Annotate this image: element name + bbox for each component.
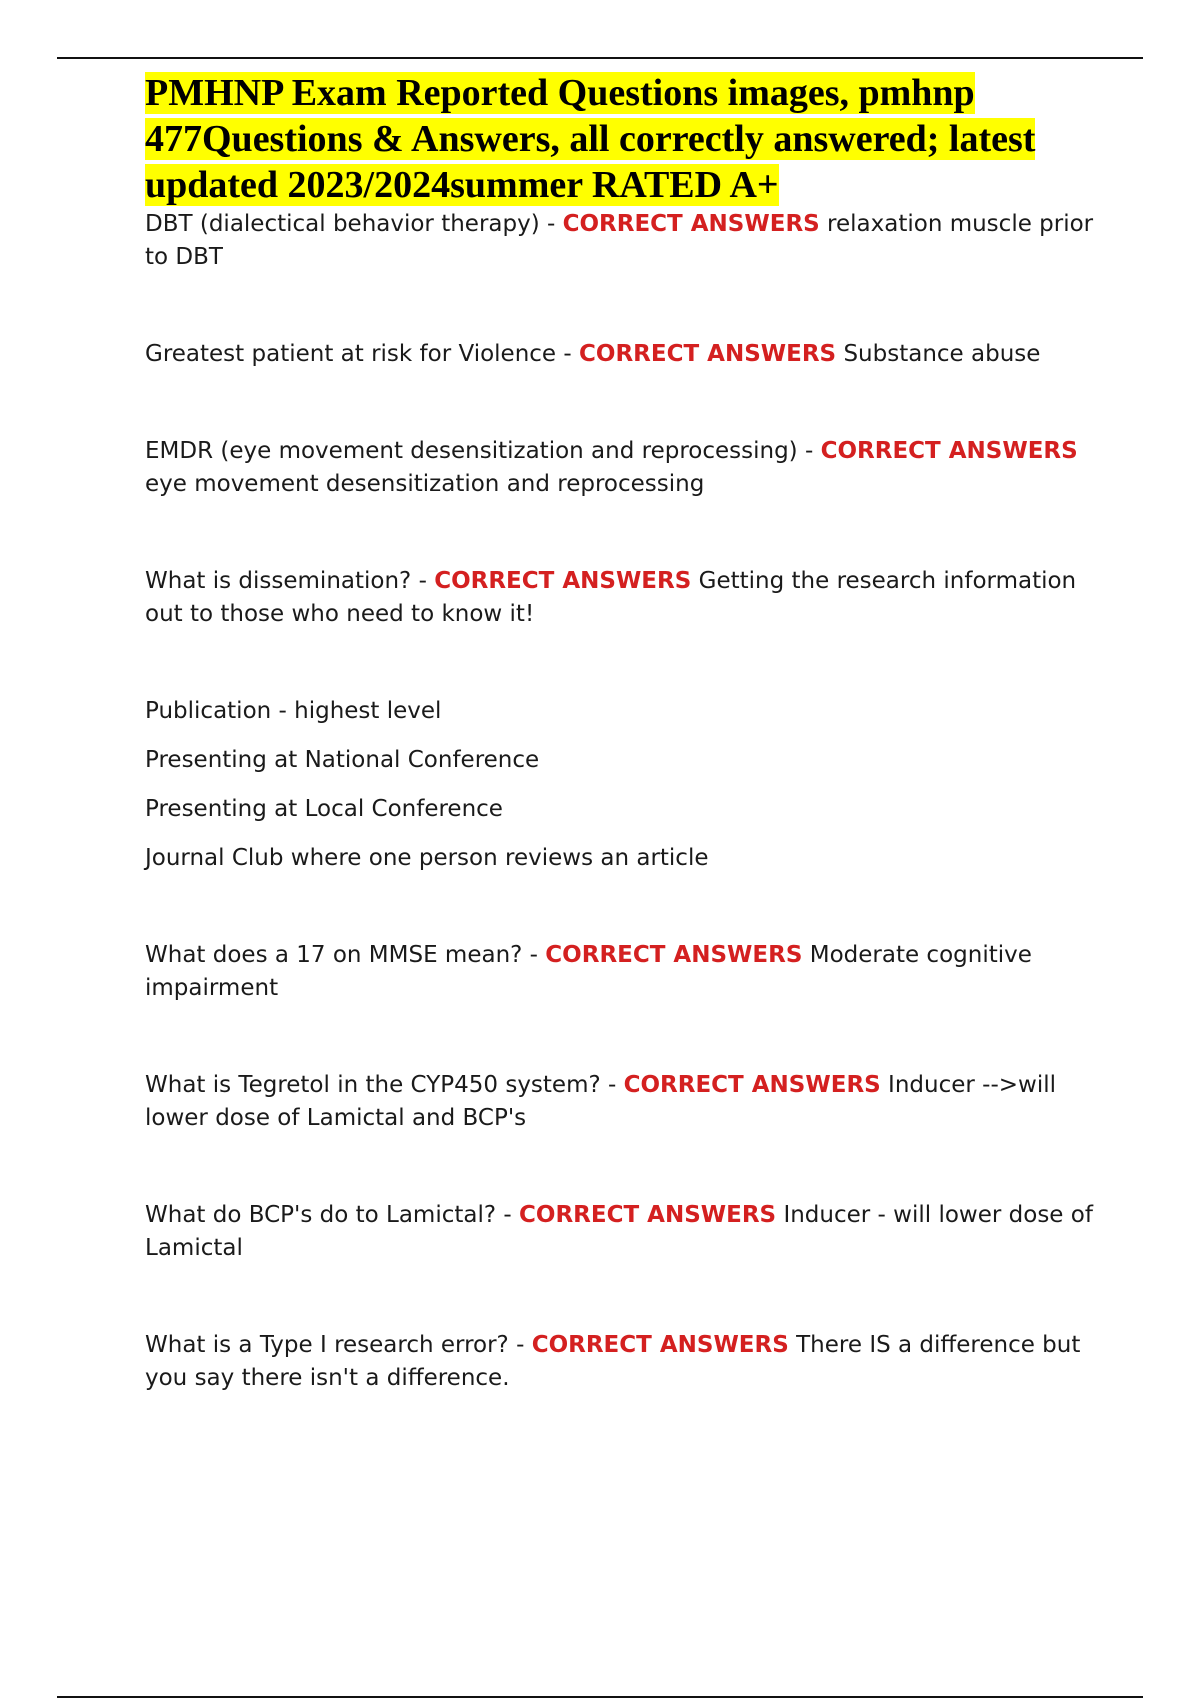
- answer-text: Getting the research information out to those who need to know it!: [145, 568, 1077, 627]
- qa-item-emdr: [145, 435, 1105, 501]
- qa-item-violence: [145, 338, 1105, 371]
- correct-answers-label: CORRECT ANSWERS: [434, 568, 692, 594]
- question-text: What is a Type I research error? -: [145, 1332, 532, 1358]
- bottom-rule: [57, 1696, 1143, 1698]
- question-text: What is dissemination? -: [145, 568, 435, 594]
- list-item: Presenting at National Conference: [145, 747, 540, 773]
- qa-item-tegretol: [145, 1069, 1105, 1135]
- list-item: Publication - highest level: [145, 698, 442, 724]
- correct-answers-label: CORRECT ANSWERS: [519, 1202, 777, 1228]
- spacer: [145, 875, 1105, 939]
- answer-text: relaxation muscle prior to DBT: [145, 211, 1094, 270]
- spacer: [145, 371, 1105, 435]
- list-item: Journal Club where one person reviews an article: [145, 845, 709, 871]
- spacer: [145, 1265, 1105, 1329]
- qa-item-dbt: [145, 208, 1105, 274]
- dissemination-list: [145, 695, 1105, 875]
- answer-text: There IS a difference but you say there isn't a difference.: [145, 1332, 1081, 1391]
- qa-item-bcp: [145, 1199, 1105, 1265]
- answer-text: Substance abuse: [836, 341, 1041, 367]
- correct-answers-label: CORRECT ANSWERS: [545, 942, 803, 968]
- answer-text: Inducer - will lower dose of Lamictal: [145, 1202, 1093, 1261]
- answer-text: Inducer -->will lower dose of Lamictal and BCP's: [145, 1072, 1056, 1131]
- answer-text: Moderate cognitive impairment: [145, 942, 1032, 1001]
- answer-text: eye movement desensitization and reprocessing: [145, 471, 705, 497]
- question-text: Greatest patient at risk for Violence -: [145, 341, 580, 367]
- correct-answers-label: CORRECT ANSWERS: [820, 438, 1078, 464]
- correct-answers-label: CORRECT ANSWERS: [562, 211, 820, 237]
- question-text: What does a 17 on MMSE mean? -: [145, 942, 546, 968]
- title-highlight: PMHNP Exam Reported Questions images, pmhnp 477Questions & Answers, all correctly answered; latest updated 2023/2024summer RATED A+: [145, 72, 1036, 206]
- question-text: EMDR (eye movement desensitization and reprocessing) -: [145, 438, 821, 464]
- top-rule: [57, 57, 1143, 59]
- qa-item-mmse: [145, 939, 1105, 1005]
- qa-item-dissemination: [145, 565, 1105, 631]
- question-text: What is Tegretol in the CYP450 system? -: [145, 1072, 624, 1098]
- document-title: [145, 70, 1105, 208]
- question-text: What do BCP's do to Lamictal? -: [145, 1202, 520, 1228]
- correct-answers-label: CORRECT ANSWERS: [579, 341, 837, 367]
- document-body: [145, 70, 1105, 1395]
- spacer: [145, 1135, 1105, 1199]
- spacer: [145, 631, 1105, 695]
- correct-answers-label: CORRECT ANSWERS: [531, 1332, 789, 1358]
- correct-answers-label: CORRECT ANSWERS: [623, 1072, 881, 1098]
- spacer: [145, 1005, 1105, 1069]
- spacer: [145, 274, 1105, 338]
- list-item: Presenting at Local Conference: [145, 796, 503, 822]
- qa-item-type-one-error: [145, 1329, 1105, 1395]
- question-text: DBT (dialectical behavior therapy) -: [145, 211, 563, 237]
- spacer: [145, 501, 1105, 565]
